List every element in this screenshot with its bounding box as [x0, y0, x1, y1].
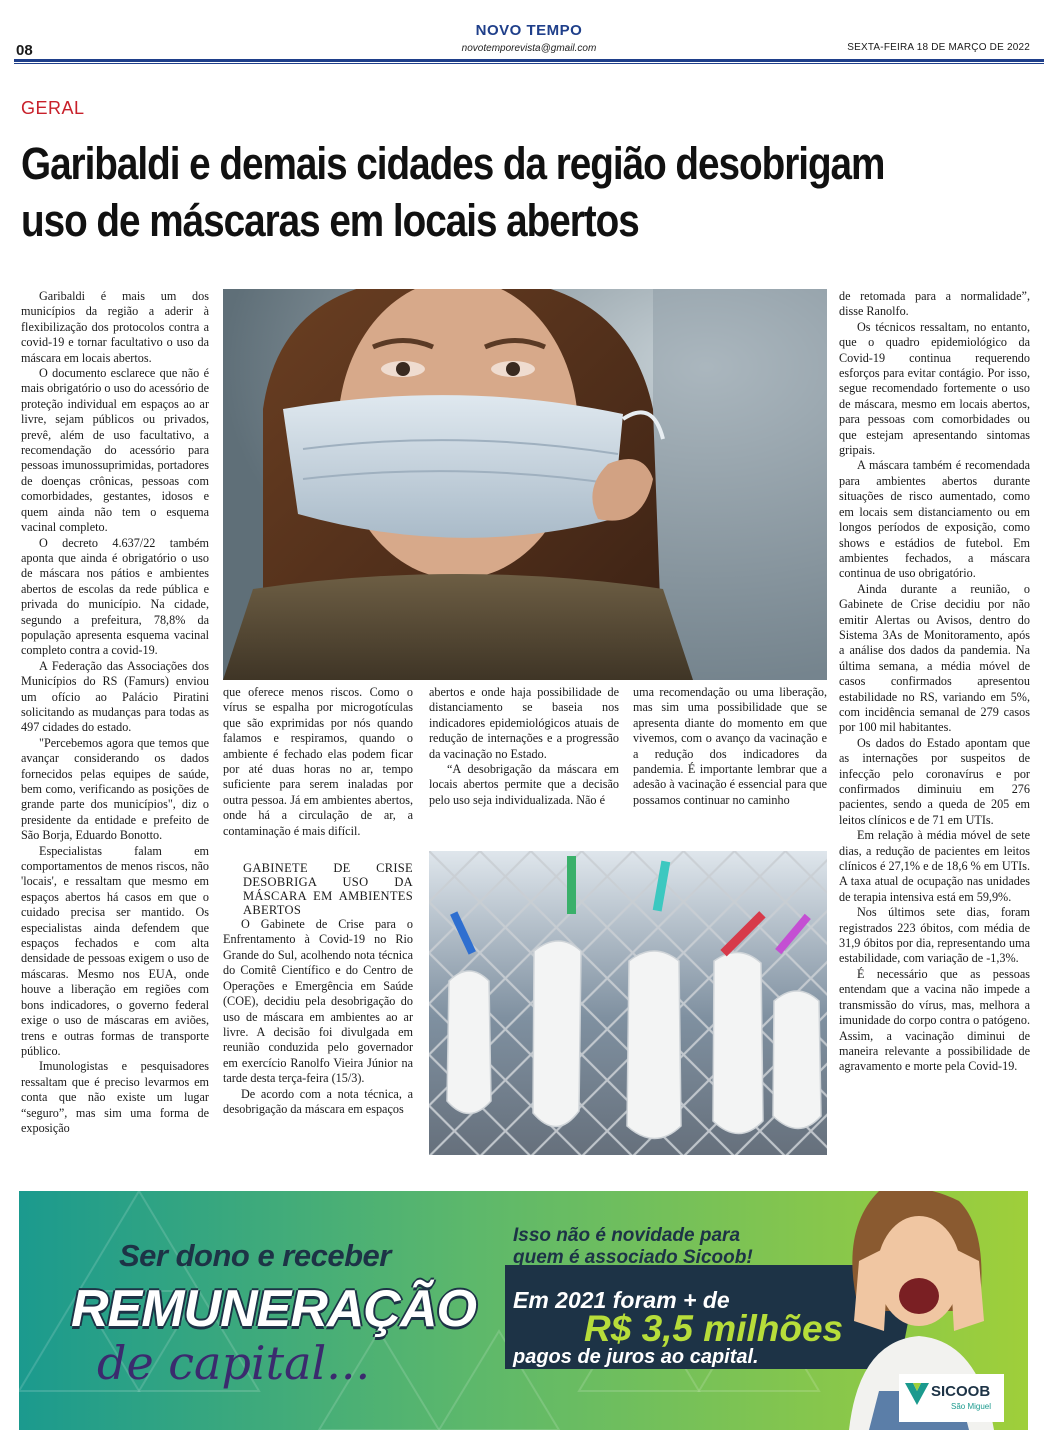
paragraph: "Percebemos agora que temos que avançar considerando os dados fornecidos pelas equipes de saúde, bem como, verificando as posições de grande parte dos municípios", diz o presidente da entidade e prefeito de São Borja, Eduardo Bonotto. [21, 735, 209, 843]
paragraph: “A desobrigação da máscara em locais abertos permite que a decisão pelo uso seja individualizada. Não é [429, 762, 619, 807]
paragraph: De acordo com a nota técnica, a desobrigação da máscara em espaços [223, 1086, 413, 1116]
paragraph: abertos e onde haja possibilidade de distanciamento se baseia nos indicadores epidemiológicos atuais de redução de internações e a progressão da vacinação no Estado. [429, 685, 619, 761]
paragraph: A Federação das Associações dos Municípios do RS (Famurs) enviou um ofício ao Palácio Piratini solicitando as mudanças para todas as 497 cidades do estado. [21, 658, 209, 735]
paragraph: Em relação à média móvel de sete dias, a redução de pacientes em leitos clínicos é 27,1% e de 18,6 % em UTIs. A taxa atual de ocupação nas unidades de terapia intensiva está em 59,9%. [839, 828, 1030, 904]
ad-line-1: Ser dono e receber [119, 1238, 391, 1273]
article-column-2 [223, 685, 413, 1117]
paragraph: O documento esclarece que não é mais obrigatório o uso do acessório de proteção individual em espaços ao ar livre, sejam públicos ou privados, prevê, além de uso facultativo, a recomendação do acessório para pessoas imunossuprimidas, portadores de doenças crônicas, pessoas com comorbidades, gestantes, idosos e quem ainda não tem o esquema vacinal completo. [21, 366, 209, 535]
ad-line-2: REMUNERAÇÃO [71, 1280, 476, 1338]
ad-right-5: pagos de juros ao capital. [513, 1346, 759, 1368]
paragraph: Especialistas falam em comportamentos de menos riscos, não 'locais', e ressaltam que mesmo em espaços abertos há casos em que o cuidado precisa ser mantido. Os especialistas ainda defendem que espaços fechados e com alta densidade de pessoas exigem o uso de máscaras. Mesmo nos EUA, onde houve a liberação em regiões com bons indicadores, o governo federal exige o uso de máscaras em aviões, trens e outras formas de transporte público. [21, 843, 209, 1058]
photo-masks-fence-illustration [429, 851, 827, 1155]
ad-right-3: Em 2021 foram + de [513, 1287, 730, 1313]
paragraph: A máscara também é recomendada para ambientes abertos durante situações de risco aumentado, como em locais sem distanciamento ou em longos períodos de exposição, como shows e estádios de futebol. Em ambientes fechados, a máscara continua de uso obrigatório. [839, 458, 1030, 581]
paragraph: que oferece menos riscos. Como o vírus se espalha por microgotículas que são exprimidas por nós quando falamos e respiramos, quando o ambiente é fechado elas podem ficar por até duas horas no ar, tempo suficiente para serem inaladas por outra pessoa. Já em ambientes abertos, onde há a circulação de ar, a contaminação é mais difícil. [223, 685, 413, 838]
headline-line-2: uso de máscaras em locais abertos [21, 195, 639, 246]
paragraph: de retomada para a normalidade”, disse Ranolfo. [839, 289, 1030, 319]
issue-date: SEXTA-FEIRA 18 DE MARÇO DE 2022 [847, 42, 1030, 53]
page-number: 08 [16, 42, 33, 59]
subheading: GABINETE DE CRISE DESOBRIGA USO DA MÁSCARA EM AMBIENTES ABERTOS [243, 861, 413, 918]
paragraph: Garibaldi é mais um dos municípios da região a aderir à flexibilização dos protocolos contra a covid-19 e tornar facultativo o uso da máscara em locais abertos. [21, 289, 209, 365]
paragraph: Ainda durante a reunião, o Gabinete de Crise decidiu por não emitir Alertas ou Avisos, dentro do Sistema 3As de Monitoramento, após a análise dos dados da pandemia. Na última semana, a média móvel de casos confirmados apresentou estabilidade no RS, variando em 5%, com incidência semanal de 279 casos por 100 mil habitantes. [839, 581, 1030, 735]
header-rule-thin [14, 63, 1044, 64]
header-rule [14, 59, 1044, 62]
paragraph: Imunologistas e pesquisadores ressaltam que é preciso levarmos em conta que não existe um lugar “seguro”, mas sim uma forma de exposição [21, 1059, 209, 1135]
sicoob-ad-banner[interactable] [19, 1191, 1028, 1430]
publication-name: NOVO TEMPO [475, 22, 583, 39]
paragraph: É necessário que as pessoas entendam que a vacina não impede a transmissão do vírus, mas, melhora a imunidade do corpo contra o patógeno. Assim, a vacinação diminui de maneira relevante a possibilidade de agravamento e morte pela Covid-19. [839, 966, 1030, 1074]
ad-right-2: quem é associado Sicoob! [513, 1247, 753, 1268]
paragraph: Nos últimos sete dias, foram registrados 223 óbitos, com média de 31,9 óbitos por dia, representando uma estabilidade, com variação de -1,3%. [839, 905, 1030, 966]
sicoob-logo-box [899, 1374, 1004, 1422]
photo-masks-fence [429, 851, 827, 1155]
sicoob-logo-subtext: São Miguel [951, 1402, 992, 1411]
ad-line-3: de capital... [97, 1336, 371, 1390]
paragraph: Os técnicos ressaltam, no entanto, que o quadro epidemiológico da Covid-19 continua requerendo esforços para evitar contágio. Por isso, segue recomendado fortemente o uso de máscara, mesmo em locais abertos, para pessoas com comorbidades ou que estejam apresentando sintomas gripais. [839, 319, 1030, 458]
publication-email[interactable]: novotemporevista@gmail.com [461, 43, 597, 54]
ad-right-4: R$ 3,5 milhões [584, 1308, 844, 1349]
sicoob-logo-icon [905, 1383, 929, 1405]
photo-woman-mask-illustration [223, 289, 827, 680]
paragraph: O decreto 4.637/22 também aponta que ainda é obrigatório o uso de máscara nos pátios e ambientes abertos de escolas da rede pública e privada do município. Na cidade, segundo a prefeitura, 78,8% da população apresenta esquema vacinal completo contra a covid-19. [21, 535, 209, 658]
photo-woman-mask [223, 289, 827, 680]
paragraph: uma recomendação ou uma liberação, mas sim uma possibilidade que se apresenta diante do momento em que vivemos, com o avanço da vacinação e a redução dos indicadores da pandemia. É importante lembrar que a adesão à vacinação é essencial para que possamos continuar no caminho [633, 685, 827, 807]
section-label: GERAL [21, 98, 85, 118]
article-column-3 [429, 685, 619, 808]
headline [21, 135, 884, 249]
paragraph: Os dados do Estado apontam que as internações por suspeitos de infecção pelo coronavírus e por confirmados diminuiu em 276 pacientes, sendo a queda de 205 em leitos clínicos e de 71 em UTIs. [839, 735, 1030, 827]
ad-right-1: Isso não é novidade para [513, 1225, 741, 1246]
sicoob-logo-text: SICOOB [931, 1383, 991, 1400]
article-column-1 [21, 289, 209, 1136]
article-column-5 [839, 289, 1030, 1075]
headline-line-1: Garibaldi e demais cidades da região desobrigam [21, 138, 885, 189]
paragraph: O Gabinete de Crise para o Enfrentamento à Covid-19 no Rio Grande do Sul, acolhendo nota técnica do Comitê Científico e do Centro de Operações e Emergência em Saúde (COE), decidiu pela desobrigação do uso de máscara em ambientes ao ar livre. A decisão foi divulgada em reunião conduzida pelo governador em exercício Ranolfo Vieira Júnior na tarde desta terça-feira (15/3). [223, 917, 413, 1086]
article-column-4 [633, 685, 827, 808]
